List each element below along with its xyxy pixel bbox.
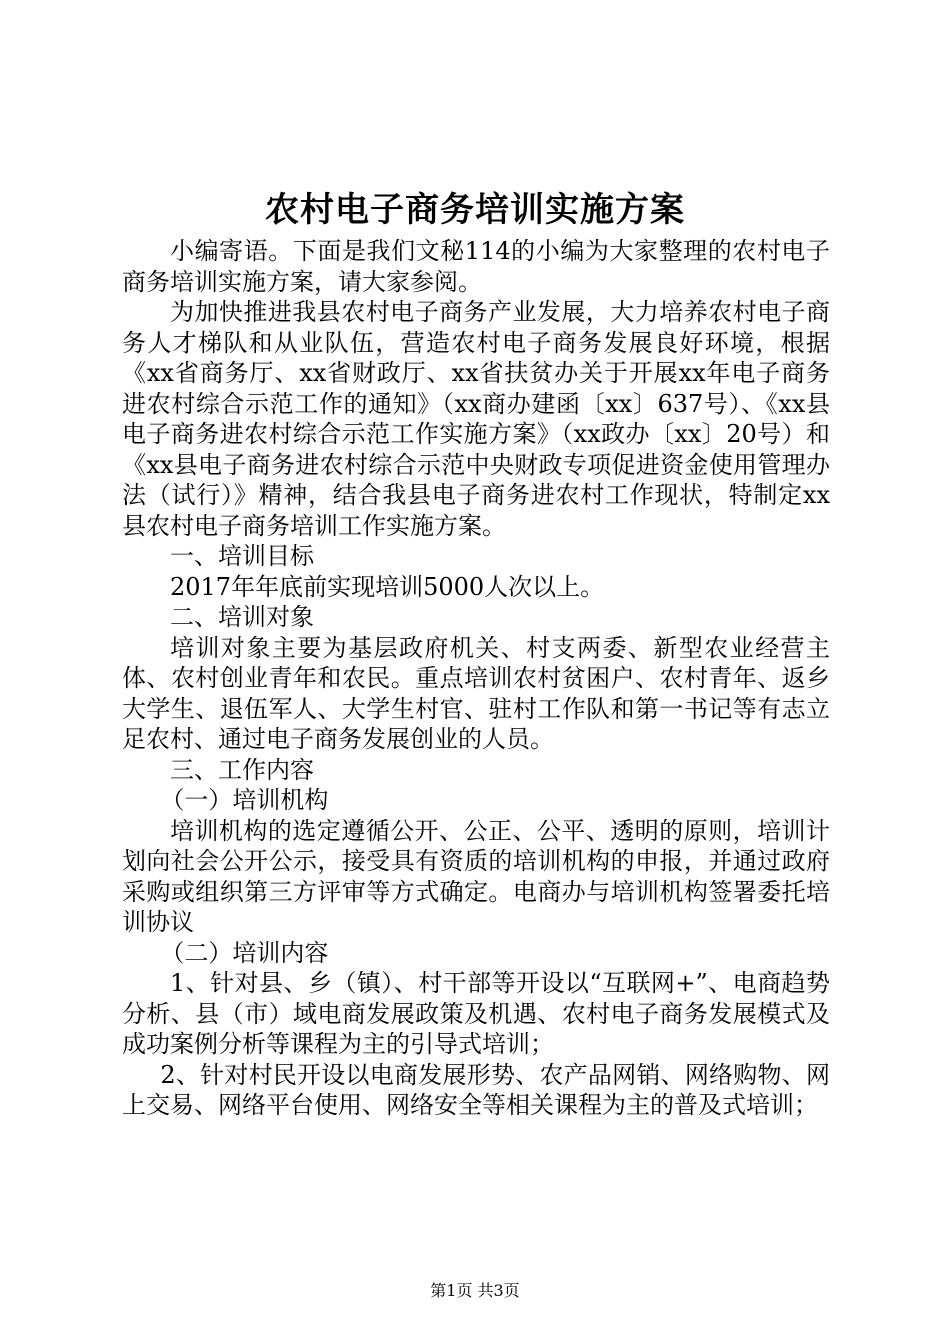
paragraph-institution: 培训机构的选定遵循公开、公正、公平、透明的原则，培训计划向社会公开公示，接受具有资质的培训机构的申报，并通过政府采购或组织第三方评审等方式确定。电商办与培训机构签署委托培训协议 — [122, 816, 830, 936]
page-footer: 第1页 共3页 — [430, 1281, 520, 1300]
document-title: 农村电子商务培训实施方案 — [265, 190, 685, 230]
subsection-heading-institution: （一）培训机构 — [160, 786, 329, 814]
document-body — [122, 236, 830, 1121]
list-item-1: 1、针对县、乡（镇）、村干部等开设以“互联网+”、电商趋势分析、县（市）域电商发展政策及机遇、农村电子商务发展模式及成功案例分析等课程为主的引导式培训； — [122, 969, 830, 1058]
paragraph-target: 培训对象主要为基层政府机关、村支两委、新型农业经营主体、农村创业青年和农民。重点培训农村贫困户、农村青年、返乡大学生、退伍军人、大学生村官、驻村工作队和第一书记等有志立足农村、通过电子商务发展创业的人员。 — [122, 633, 830, 753]
paragraph-intro: 小编寄语。下面是我们文秘114的小编为大家整理的农村电子商务培训实施方案，请大家参阅。 — [122, 237, 830, 296]
paragraph-goal: 2017年年底前实现培训5000人次以上。 — [170, 572, 605, 601]
paragraph-background: 为加快推进我县农村电子商务产业发展，大力培养农村电子商务人才梯队和从业队伍，营造农村电子商务发展良好环境，根据《xx省商务厅、xx省财政厅、xx省扶贫办关于开展xx年电子商务进农村综合示范工作的通知》（xx商办建函〔xx〕637号）、《xx县电子商务进农村综合示范工作实施方案》（xx政办〔xx〕20号）和《xx县电子商务进农村综合示范中央财政专项促进资金使用管理办法（试行）》精神，结合我县电子商务进农村工作现状，特制定xx县农村电子商务培训工作实施方案。 — [122, 298, 830, 540]
section-heading-content: 三、工作内容 — [170, 755, 314, 784]
list-item-2: 2、针对村民开设以电商发展形势、农产品网销、网络购物、网上交易、网络平台使用、网络安全等相关课程为主的普及式培训； — [122, 1060, 830, 1119]
subsection-heading-training-content: （二）培训内容 — [160, 938, 329, 967]
section-heading-target: 二、培训对象 — [170, 603, 314, 631]
section-heading-goal: 一、培训目标 — [170, 542, 314, 570]
